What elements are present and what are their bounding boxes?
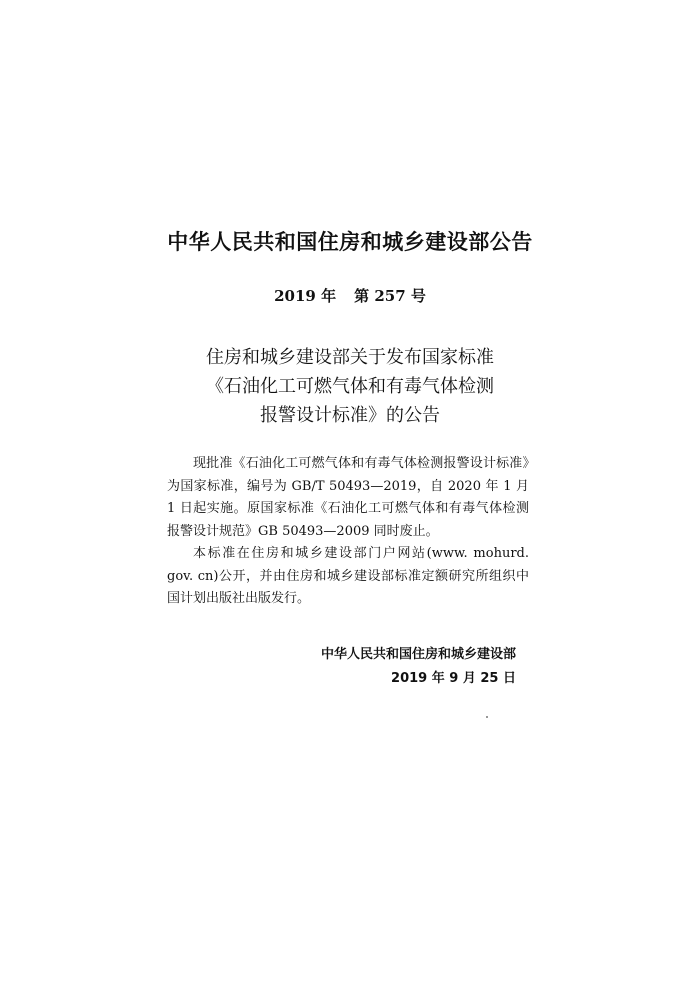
- notice-title-line-2: 《石油化工可燃气体和有毒气体检测: [206, 376, 494, 397]
- bulletin-number: [0, 285, 700, 306]
- notice-title: [0, 343, 700, 430]
- notice-title-line-1: 住房和城乡建设部关于发布国家标准: [206, 347, 494, 368]
- bulletin-issue-number: 第 257 号: [354, 287, 426, 305]
- body-paragraph-publication: 本标准在住房和城乡建设部门户网站(www. mohurd. gov. cn)公开，并由住房和城乡建设部标准定额研究所组织中国计划出版社出版发行。: [167, 546, 529, 606]
- scan-speck: [486, 716, 488, 718]
- notice-body: [167, 453, 529, 611]
- bulletin-year: 2019 年: [274, 287, 337, 305]
- ministry-announcement-title: 中华人民共和国住房和城乡建设部公告: [167, 230, 533, 254]
- body-paragraph-approval: 现批准《石油化工可燃气体和有毒气体检测报警设计标准》为国家标准，编号为 GB/T 50493—2019，自 2020 年 1 月 1 日起实施。原国家标准《石油化工可燃气体和有毒气体检测报警设计规范》GB 50493—2009 同时废止。: [167, 456, 529, 539]
- issue-date: 2019 年 9 月 25 日: [391, 671, 516, 686]
- issuer-name: 中华人民共和国住房和城乡建设部: [320, 647, 516, 662]
- signature-block: [290, 643, 516, 691]
- notice-title-line-3: 报警设计标准》的公告: [260, 405, 440, 426]
